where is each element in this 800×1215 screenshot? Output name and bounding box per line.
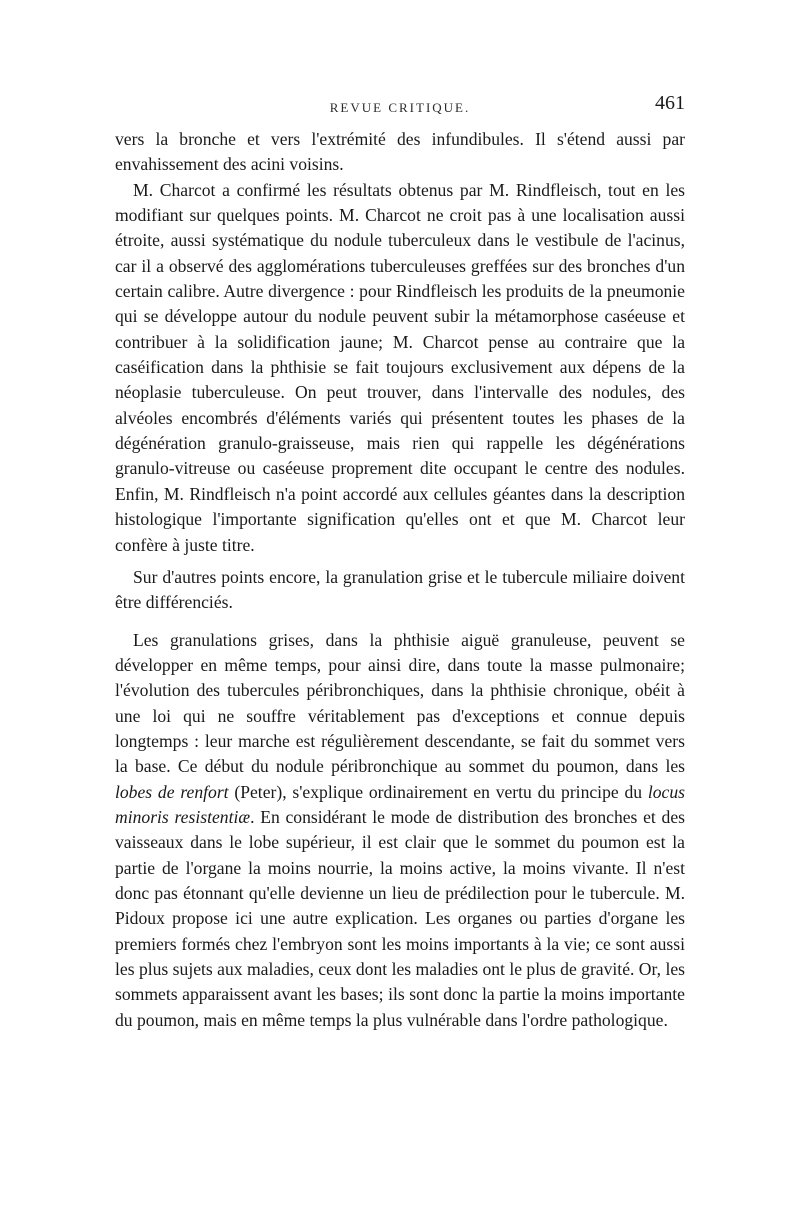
- running-head: [115, 92, 685, 122]
- page-number: 461: [655, 92, 685, 114]
- paragraph-2: [115, 178, 685, 558]
- paragraph-4-text-b: (Peter), s'explique ordinairement en vertu du principe du: [228, 781, 648, 802]
- paragraph-2-text: M. Charcot a confirmé les résultats obtenus par M. Rindfleisch, tout en les modifiant sur quelques points. M. Charcot ne croit pas à une localisation aussi étroite, aussi systématique du nodule tuberculeux dans le vestibule de l'acinus, car il a observé des agglomérations tuberculeuses greffées sur des bronches d'un certain calibre. Autre divergence : pour Rindfleisch les produits de la pneumonie qui se développe autour du nodule peuvent subir la métamorphose caséeuse et contribuer à la solidification jaune; M. Charcot pense au contraire que la caséification dans la phthisie se fait toujours exclusivement aux dépens de la néoplasie tuberculeuse. On peut trouver, dans l'intervalle des nodules, des alvéoles encombrés d'éléments variés qui présentent toutes les phases de la dégénération granulo-graisseuse, mais rien qui rappelle les dégénérations granulo-vitreuse ou caséeuse proprement dite occupant le centre des nodules. Enfin, M. Rindfleisch n'a point accordé aux cellules géantes dans la description histologique l'importante signification qu'elles ont et que M. Charcot leur confère à juste titre.: [115, 179, 685, 555]
- italic-term-locus: locus minoris resistentiæ: [115, 781, 686, 827]
- paragraph-4: [115, 628, 685, 1034]
- paragraph-1: [115, 127, 685, 178]
- running-title: REVUE CRITIQUE.: [329, 100, 471, 115]
- paragraph-4-text-c: . En considérant le mode de distribution des bronches et des vaisseaux dans le lobe supérieur, il est clair que le sommet du poumon est la partie de l'organe la moins nourrie, la moins active, la moins vivante. Il n'est donc pas étonnant qu'elle devienne un lieu de prédilection pour le tubercule. M. Pidoux propose ici une autre explication. Les organes ou parties d'organe les premiers formés chez l'embryon sont les moins importants à la vie; ce sont aussi les plus sujets aux maladies, ceux dont les maladies ont le plus de gravité. Or, les sommets apparaissent avant les bases; ils sont donc la partie la moins importante du poumon, mais en même temps la plus vulnérable dans l'ordre pathologique.: [115, 806, 685, 1030]
- italic-term-lobes: lobes de renfort: [115, 781, 229, 802]
- paragraph-1-text: vers la bronche et vers l'extrémité des infundibules. Il s'étend aussi par envahissement des acini voisins.: [115, 129, 685, 175]
- body-text: [115, 127, 685, 1033]
- paragraph-3-text: Sur d'autres points encore, la granulation grise et le tubercule miliaire doivent être différenciés.: [115, 566, 685, 613]
- paragraph-4-text-a: Les granulations grises, dans la phthisie aiguë granuleuse, peuvent se développer en même temps, pour ainsi dire, dans toute la masse pulmonaire; l'évolution des tubercules péribronchiques, dans la phthisie chronique, obéit à une loi qui ne souffre véritablement pas d'exceptions et connue depuis longtemps : leur marche est régulièrement descendante, se fait du sommet vers la base. Ce début du nodule péribronchique au sommet du poumon, dans les: [115, 629, 685, 777]
- paragraph-3: [115, 565, 685, 616]
